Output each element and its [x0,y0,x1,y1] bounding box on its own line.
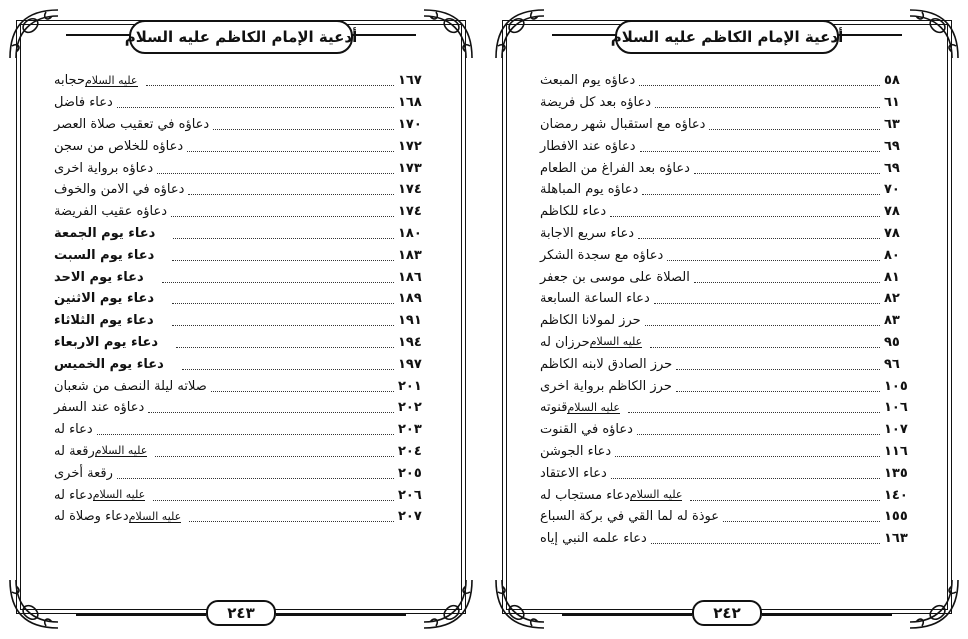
toc-entry [536,441,918,463]
corner-ornament-icon [6,576,62,632]
entry-title: دعاؤه للخلاص من سجن [54,138,184,154]
entry-page-number: ١٩١ [398,313,422,329]
entry-page-number: ١٧٠ [398,116,422,132]
entry-page-number: ٢٠٣ [398,422,422,438]
dot-leader [615,446,880,457]
entry-title: دعاء يوم الاربعاء [54,334,159,350]
toc-entry [536,92,918,114]
toc-entry [536,70,918,92]
entry-page-number: ١٥٥ [884,509,908,525]
corner-ornament-icon [6,6,62,62]
corner-ornament-icon [420,6,476,62]
entry-title: دعاؤه في القنوت [540,422,633,438]
entry-page-number: ٩٥ [884,334,900,350]
toc-entry [50,506,432,528]
dot-leader [157,163,394,174]
entry-title: دعاؤه مع استقبال شهر رمضان [540,116,706,132]
entry-page-number: ١٧٤ [398,204,422,220]
entry-page-number: ٨٣ [884,313,900,329]
entry-title: دعاء الساعة السابعة [540,291,650,307]
right-page [492,6,962,632]
entry-page-number: ١٤٠ [884,487,908,503]
toc-entry [50,157,432,179]
honorific-ligature: عليه السلام [128,509,182,523]
toc-entry [50,244,432,266]
entry-title: دعاء له [54,487,93,503]
entry-title: دعاء يوم الاحد [54,269,144,285]
toc-entry [536,179,918,201]
entry-page-number: ١٨٦ [398,269,422,285]
table-of-contents [536,70,918,550]
footer-rule [276,614,406,616]
toc-entry [50,353,432,375]
dot-leader [97,424,394,435]
entry-title: رقعة أخرى [54,465,113,481]
dot-leader [654,293,880,304]
entry-page-number: ٢٠٤ [398,443,422,459]
entry-page-number: ٧٨ [884,204,900,220]
toc-entry [50,462,432,484]
dot-leader [162,272,394,283]
entry-page-number: ١٠٥ [884,378,908,394]
entry-title: دعاء وصلاة له [54,509,129,525]
toc-entry [536,223,918,245]
entry-title: دعاء فاضل [54,95,113,111]
toc-entry [50,70,432,92]
toc-entry [50,114,432,136]
corner-ornament-icon [492,6,548,62]
entry-title: دعاؤه في تعقيب صلاة العصر [54,116,210,132]
corner-ornament-icon [492,576,548,632]
toc-entry [536,310,918,332]
toc-entry [50,135,432,157]
entry-title: دعاؤه بعد كل فريضة [540,95,651,111]
entry-page-number: ٢٠٧ [398,509,422,525]
corner-ornament-icon [906,576,962,632]
dot-leader [610,206,880,217]
entry-page-number: ٢٠٢ [398,400,422,416]
entry-title: دعاؤه بعد الفراغ من الطعام [540,160,690,176]
entry-title: صلاته ليلة النصف من شعبان [54,378,207,394]
toc-entry [536,244,918,266]
page-number: ٢٤٣ [206,600,276,626]
dot-leader [188,184,394,195]
entry-page-number: ١٩٤ [398,334,422,350]
entry-page-number: ١٩٧ [398,356,422,372]
toc-entry [50,223,432,245]
corner-ornament-icon [420,576,476,632]
dot-leader [637,424,880,435]
entry-page-number: ٢٠١ [398,378,422,394]
entry-page-number: ١٠٧ [884,422,908,438]
entry-page-number: ٦١ [884,95,900,111]
toc-entry [50,397,432,419]
toc-entry [536,288,918,310]
dot-leader [645,315,880,326]
header-title: أدعية الإمام الكاظم عليه السلام [610,28,844,46]
honorific-ligature: عليه السلام [94,444,148,458]
toc-entry [536,462,918,484]
entry-page-number: ١٠٦ [884,400,908,416]
honorific-ligature: عليه السلام [92,488,146,502]
honorific-ligature: عليه السلام [567,400,620,414]
entry-title: دعاء يوم الثلاثاء [54,313,154,329]
entry-title: حرز الكاظم برواية اخرى [540,378,672,394]
entry-title: دعاء الجوشن [540,443,612,459]
entry-page-number: ٧٨ [884,225,900,241]
entry-title: دعاء مستجاب له [540,487,630,503]
entry-title: دعاؤه يوم المباهلة [540,182,639,198]
entry-title: قنوته [540,400,568,416]
entry-page-number: ١٧٢ [398,138,422,154]
honorific-ligature: عليه السلام [589,335,643,349]
toc-entry [536,332,918,354]
entry-page-number: ١٦٣ [884,531,908,547]
dot-leader [655,97,880,108]
entry-page-number: ٩٦ [884,356,900,372]
entry-page-number: ١١٦ [884,443,908,459]
dot-leader [189,511,394,522]
dot-leader [639,75,880,86]
toc-entry [536,397,918,419]
entry-title: دعاء يوم الجمعة [54,225,156,241]
entry-page-number: ٨٠ [884,247,900,263]
entry-title: الصلاة على موسى بن جعفر [540,269,690,285]
dot-leader [117,97,394,108]
dot-leader [176,337,394,348]
toc-entry [536,266,918,288]
dot-leader [690,490,880,501]
dot-leader [172,250,394,261]
toc-entry [50,266,432,288]
footer-rule [562,614,692,616]
entry-page-number: ١٦٧ [398,73,422,89]
entry-title: دعاؤه مع سجدة الشكر [540,247,664,263]
dot-leader [213,119,394,130]
entry-title: دعاء يوم السبت [54,247,155,263]
entry-page-number: ٧٠ [884,182,900,198]
dot-leader [640,141,880,152]
toc-entry [536,375,918,397]
entry-page-number: ٨٢ [884,291,900,307]
dot-leader [611,468,880,479]
toc-entry [50,375,432,397]
dot-leader [211,381,394,392]
entry-page-number: ٦٩ [884,138,900,154]
dot-leader [117,468,394,479]
toc-entry [536,528,918,550]
dot-leader [148,402,394,413]
toc-entry [536,135,918,157]
footer-rule [76,614,206,616]
dot-leader [709,119,880,130]
entry-page-number: ١٧٣ [398,160,422,176]
honorific-ligature: عليه السلام [84,73,138,87]
entry-title: دعاؤه عقيب الفريضة [54,204,168,220]
entry-page-number: ٦٩ [884,160,900,176]
entry-title: دعاء للكاظم [540,204,607,220]
corner-ornament-icon [906,6,962,62]
toc-entry [50,441,432,463]
entry-page-number: ١٨٩ [398,291,422,307]
entry-page-number: ٦٣ [884,116,900,132]
entry-title: عوذة له لما القي في بركة السباع [540,509,720,525]
dot-leader [173,228,394,239]
toc-entry [536,201,918,223]
left-page [6,6,476,632]
toc-entry [536,506,918,528]
toc-entry [50,484,432,506]
entry-title: حرز الصادق لابنه الكاظم [540,356,673,372]
dot-leader [667,250,880,261]
dot-leader [182,359,394,370]
honorific-ligature: عليه السلام [629,488,683,502]
entry-title: دعاء يوم الاثنين [54,291,155,307]
dot-leader [155,446,394,457]
entry-page-number: ١٧٤ [398,182,422,198]
dot-leader [723,511,880,522]
toc-entry [536,419,918,441]
dot-leader [651,533,880,544]
dot-leader [642,184,880,195]
entry-title: دعاؤه يوم المبعث [540,73,636,89]
toc-entry [50,310,432,332]
toc-entry [50,332,432,354]
dot-leader [172,315,394,326]
dot-leader [676,381,880,392]
entry-title: دعاء يوم الخميس [54,356,164,372]
dot-leader [172,293,394,304]
entry-title: دعاء الاعتقاد [540,465,607,481]
entry-page-number: ١٦٨ [398,95,422,111]
toc-entry [50,201,432,223]
entry-title: دعاؤه برواية اخرى [54,160,154,176]
entry-title: حجابه [54,73,85,89]
entry-title: حرز لمولانا الكاظم [540,313,641,329]
header-title: أدعية الإمام الكاظم عليه السلام [124,28,358,46]
dot-leader [628,402,880,413]
entry-title: دعاؤه عند الافطار [540,138,636,154]
dot-leader [694,272,880,283]
toc-entry [50,419,432,441]
dot-leader [650,337,880,348]
dot-leader [187,141,394,152]
toc-entry [50,179,432,201]
entry-page-number: ٢٠٦ [398,487,422,503]
entry-title: دعاء له [54,422,93,438]
entry-page-number: ١٨٠ [398,225,422,241]
entry-title: رقعة له [54,443,95,459]
dot-leader [676,359,880,370]
toc-entry [536,157,918,179]
toc-entry [536,484,918,506]
entry-page-number: ١٨٣ [398,247,422,263]
entry-page-number: ٢٠٥ [398,465,422,481]
toc-entry [536,353,918,375]
dot-leader [171,206,394,217]
entry-title: حرزان له [540,334,590,350]
entry-title: دعاء علمه النبي إياه [540,531,647,547]
entry-page-number: ٨١ [884,269,900,285]
dot-leader [146,75,395,86]
toc-entry [536,114,918,136]
footer-rule [762,614,892,616]
entry-page-number: ١٣٥ [884,465,908,481]
table-of-contents [50,70,432,528]
toc-entry [50,288,432,310]
entry-title: دعاء سريع الاجابة [540,225,635,241]
dot-leader [638,228,880,239]
dot-leader [153,490,394,501]
page-number: ٢٤٢ [692,600,762,626]
running-header [124,20,358,54]
toc-entry [50,92,432,114]
dot-leader [694,163,880,174]
entry-page-number: ٥٨ [884,73,900,89]
running-header [610,20,844,54]
entry-title: دعاؤه عند السفر [54,400,145,416]
entry-title: دعاؤه في الامن والخوف [54,182,185,198]
